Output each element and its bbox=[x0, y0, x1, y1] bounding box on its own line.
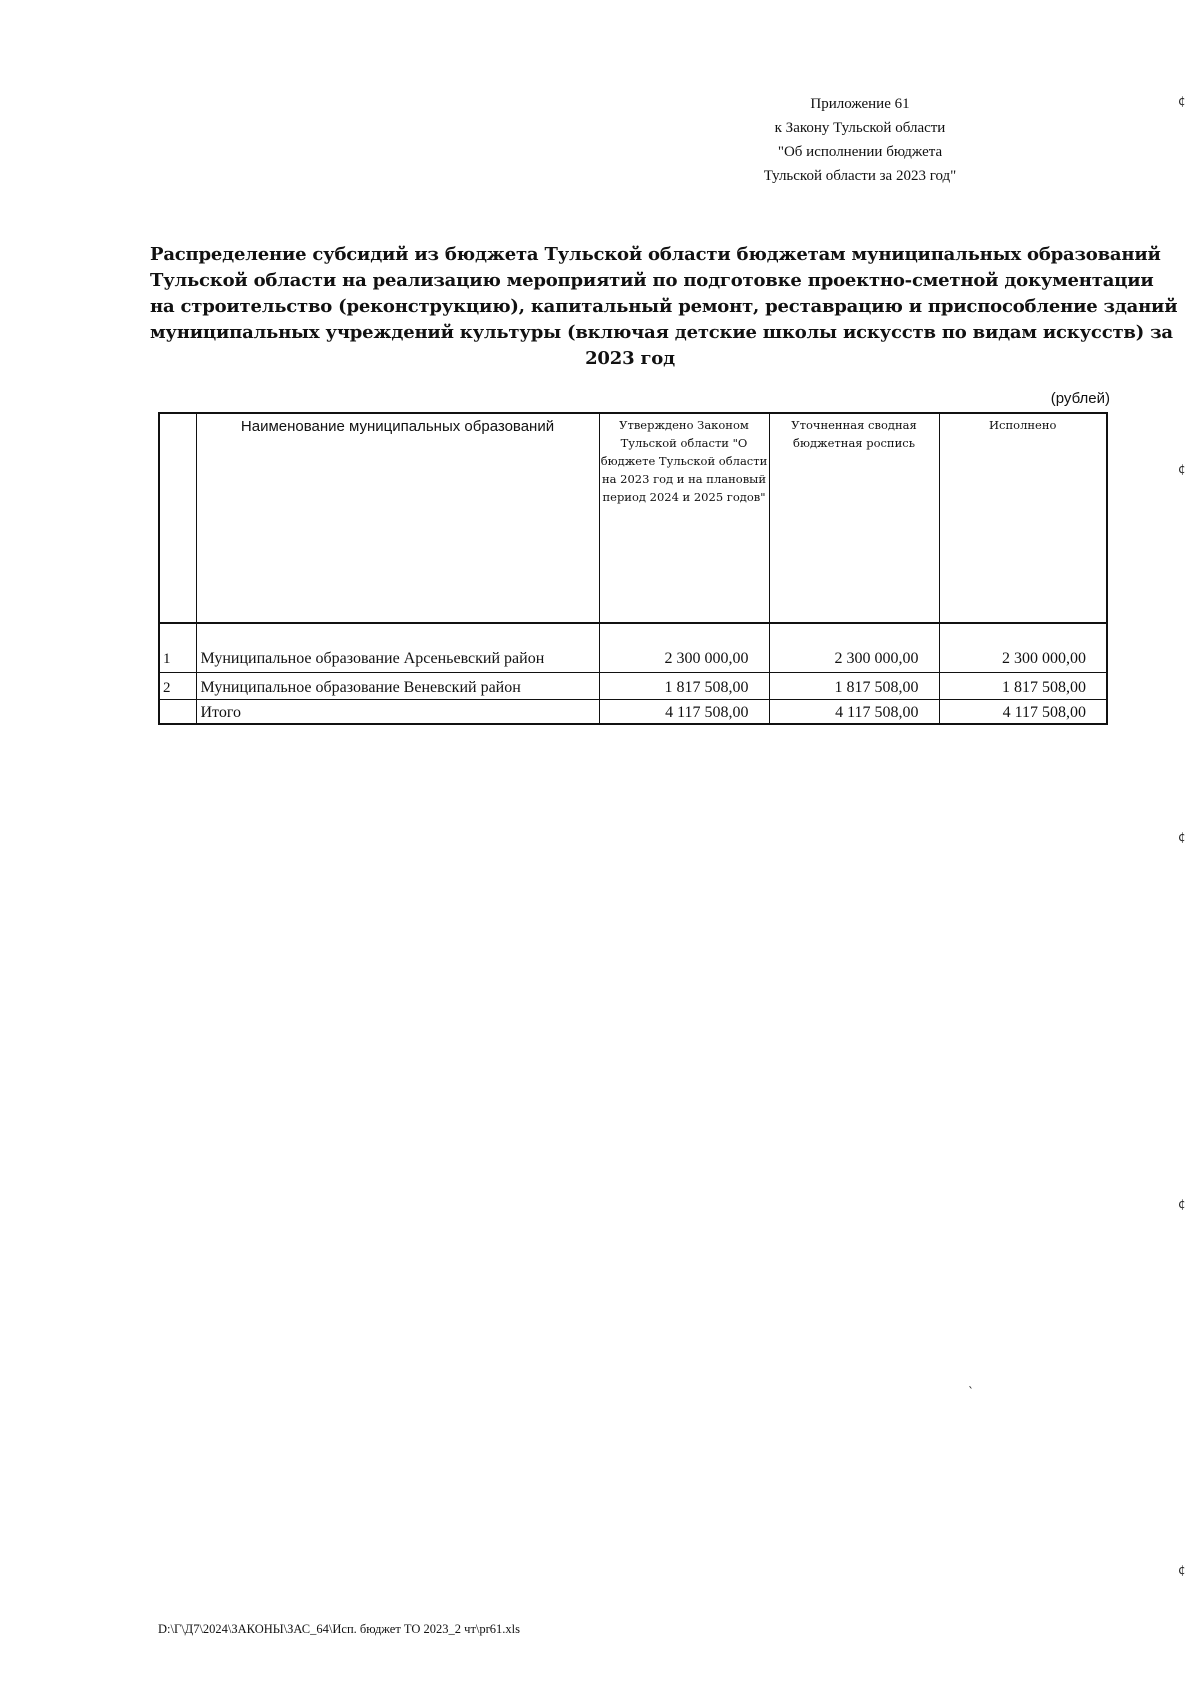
title-line-5: 2023 год bbox=[585, 348, 675, 369]
title-line-4: муниципальных учреждений культуры (включая детские школы искусств по видам искусств) за bbox=[150, 322, 1173, 343]
header-name: Наименование муниципальных образований bbox=[196, 413, 599, 623]
row-name: Муниципальное образование Веневский район bbox=[196, 673, 599, 700]
row-name: Муниципальное образование Арсеньевский район bbox=[196, 623, 599, 673]
scan-speck: ` bbox=[968, 1385, 974, 1399]
header-approved: Утверждено Законом Тульской области "О бюджете Тульской области на 2023 год и на плановый период 2024 и 2025 годов" bbox=[599, 413, 769, 623]
appendix-header bbox=[700, 92, 1020, 188]
row-executed: 2 300 000,00 bbox=[939, 623, 1107, 673]
header-executed: Исполнено bbox=[939, 413, 1107, 623]
appendix-line-2: к Закону Тульской области bbox=[774, 120, 946, 136]
appendix-line-1: Приложение 61 bbox=[810, 96, 910, 112]
file-path-footer: D:\Г\Д7\2024\ЗАКОНЫ\ЗАС_64\Исп. бюджет ТО 2023_2 чт\pr61.xls bbox=[158, 1622, 521, 1636]
table-header-row bbox=[159, 413, 1107, 623]
document-title bbox=[150, 242, 1178, 372]
title-line-3: на строительство (реконструкцию), капитальный ремонт, реставрацию и приспособление зданий bbox=[150, 296, 1178, 317]
row-executed: 1 817 508,00 bbox=[939, 673, 1107, 700]
header-revised: Уточненная сводная бюджетная роспись bbox=[769, 413, 939, 623]
row-approved: 1 817 508,00 bbox=[599, 673, 769, 700]
units-label: (рублей) bbox=[1050, 390, 1110, 407]
subsidy-table bbox=[158, 412, 1108, 725]
total-revised: 4 117 508,00 bbox=[769, 700, 939, 725]
row-revised: 2 300 000,00 bbox=[769, 623, 939, 673]
appendix-line-4: Тульской области за 2023 год" bbox=[763, 168, 957, 184]
row-approved: 2 300 000,00 bbox=[599, 623, 769, 673]
appendix-line-3: "Об исполнении бюджета bbox=[777, 144, 943, 160]
total-label: Итого bbox=[196, 700, 599, 725]
total-num bbox=[159, 700, 196, 725]
header-num bbox=[159, 413, 196, 623]
row-revised: 1 817 508,00 bbox=[769, 673, 939, 700]
row-num: 2 bbox=[159, 673, 196, 700]
scan-margin-mark: ¢ bbox=[1178, 94, 1186, 108]
table-row bbox=[159, 623, 1107, 673]
title-line-1: Распределение субсидий из бюджета Тульской области бюджетам муниципальных образований bbox=[150, 244, 1161, 265]
scan-margin-mark: ¢ bbox=[1178, 462, 1186, 476]
row-num: 1 bbox=[159, 623, 196, 673]
total-approved: 4 117 508,00 bbox=[599, 700, 769, 725]
title-line-2: Тульской области на реализацию мероприятий по подготовке проектно-сметной документации bbox=[150, 270, 1154, 291]
scan-margin-mark: ¢ bbox=[1178, 830, 1186, 844]
table-row bbox=[159, 673, 1107, 700]
scan-margin-mark: ¢ bbox=[1178, 1197, 1186, 1211]
total-executed: 4 117 508,00 bbox=[939, 700, 1107, 725]
table-total-row bbox=[159, 700, 1107, 725]
scan-margin-mark: ¢ bbox=[1178, 1563, 1186, 1577]
